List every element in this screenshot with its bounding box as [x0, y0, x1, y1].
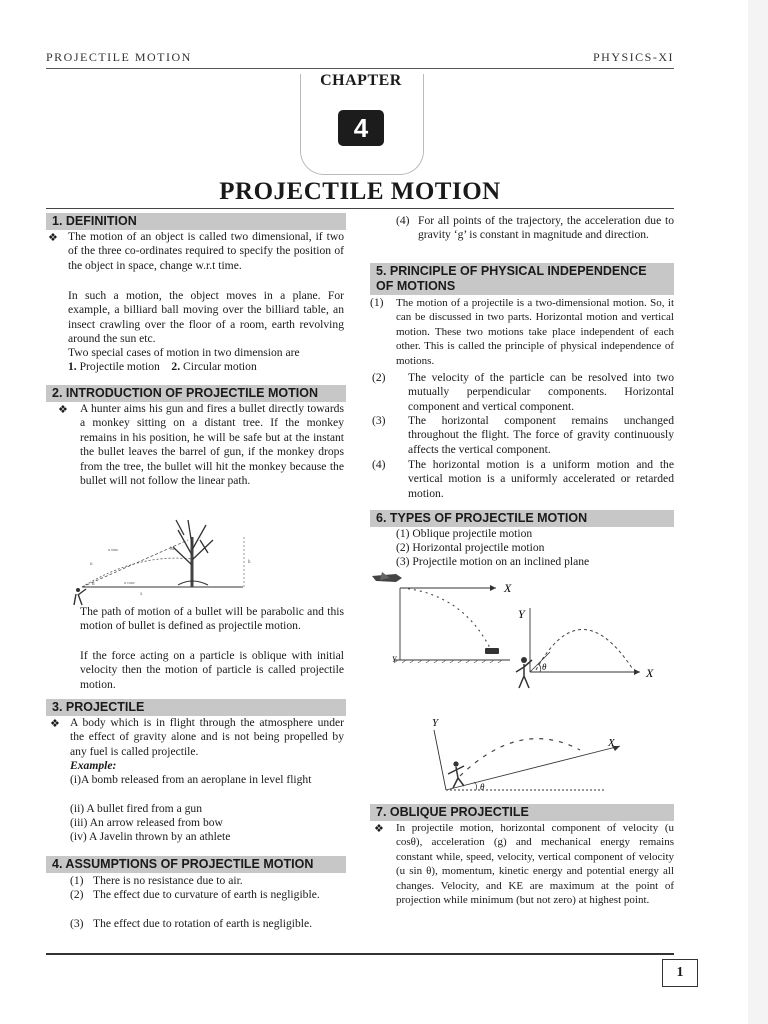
section-5-heading-line-1: 5. PRINCIPLE OF PHYSICAL INDEPENDENCE: [376, 264, 647, 278]
section-7-heading: 7. OBLIQUE PROJECTILE: [370, 804, 674, 821]
s4-item-3-num: (3): [70, 917, 84, 930]
fig-label-h: h: [248, 560, 251, 565]
fig-y-label: Y: [392, 655, 397, 664]
s3-example-label: Example:: [70, 759, 117, 772]
fig-label-usin: u sinα: [108, 547, 118, 552]
section-5-heading: [370, 263, 674, 295]
s6-type-2: (2) Horizontal projectile motion: [396, 541, 545, 554]
s5-item-4-num: (4): [372, 458, 386, 471]
inclined-plane-figure: [420, 712, 630, 796]
s4-item-2-num: (2): [70, 888, 84, 901]
oblique-projectile-figure: [510, 600, 670, 692]
s4-item-4-num: (4): [396, 214, 410, 227]
fig-theta-label: θ: [480, 782, 485, 792]
page-number: 1: [662, 959, 698, 987]
s3-example-3: (iii) An arrow released from bow: [70, 816, 223, 829]
s5-item-3: The horizontal component remains unchanged throughout the flight. The force of gravity continuously affects the vertical component.: [408, 414, 674, 456]
fig-label-m: M: [170, 547, 175, 552]
s4-item-1: There is no resistance due to air.: [93, 874, 243, 887]
fig-theta-label: θ: [542, 662, 547, 672]
s2-paragraph-3: If the force acting on a particle is oblique with initial velocity then the motion of particle is called projectile motion.: [80, 649, 344, 691]
s3-example-4: (iv) A Javelin thrown by an athlete: [70, 830, 231, 843]
monkey-hunter-figure: [68, 515, 268, 607]
fig-label-u: u: [90, 562, 93, 567]
fig-x-label: X: [608, 737, 615, 749]
header-left: PROJECTILE MOTION: [46, 50, 192, 64]
s4-item-1-num: (1): [70, 874, 84, 887]
fig-x-label: X: [504, 581, 512, 595]
s1-paragraph-2: In such a motion, the object moves in a plane. For example, a billiard ball moving over the billiard table, an insect crawling over the floor of a room, earth revolving around the sun etc.: [68, 289, 344, 346]
case-1-number: 1.: [68, 360, 77, 373]
s7-paragraph-1: In projectile motion, horizontal component of velocity (u cosθ), acceleration (g) and mechanical energy remains constant while, speed, velocity, vertical component of velocity (u sin θ), momentum, kinetic energy and potential energy all changes. Velocity, and KE are maximum at the point of projection while minimum (but not zero) at highest point.: [396, 822, 674, 907]
section-2-heading: 2. INTRODUCTION OF PROJECTILE MOTION: [46, 385, 346, 402]
case-1-text: Projectile motion: [79, 360, 160, 373]
s5-item-2: The velocity of the particle can be resolved into two mutually perpendicular components. Horizontal component and vertical component.: [408, 371, 674, 413]
case-2-number: 2.: [171, 360, 181, 373]
page-edge: [748, 0, 768, 1024]
s3-paragraph-1: A body which is in flight through the atmosphere under the effect of gravity alone and is not being propelled by any fuel is called projectile.: [70, 716, 344, 758]
s1-cases: [68, 360, 344, 374]
horizontal-projectile-figure: [368, 568, 518, 668]
running-header: [46, 50, 674, 65]
s6-type-3: (3) Projectile motion on an inclined plane: [396, 555, 590, 568]
s5-item-1-num: (1): [370, 296, 384, 309]
header-right: PHYSICS-XI: [592, 50, 674, 64]
s2-paragraph-2: The path of motion of a bullet will be parabolic and this motion of bullet is defined as projectile motion.: [80, 605, 344, 633]
s1-paragraph-3: Two special cases of motion in two dimension are: [68, 346, 300, 359]
fig-y-label: Y: [432, 717, 439, 729]
section-4-heading: 4. ASSUMPTIONS OF PROJECTILE MOTION: [46, 856, 346, 873]
fig-label-x: x: [140, 592, 143, 597]
header-rule: [46, 68, 674, 69]
section-3-heading: 3. PROJECTILE: [46, 699, 346, 716]
s5-item-1: The motion of a projectile is a two-dimensional motion. So, it can be discussed in two parts. Horizontal motion and vertical motion. These two motions take place independent of each other. This is called the principle of physical independence of motions.: [396, 297, 674, 367]
s5-item-4: The horizontal motion is a uniform motion and the vertical motion is a uniformly accelerated or retarded motion.: [408, 458, 674, 500]
case-2-text: Circular motion: [183, 360, 257, 373]
s5-item-2-num: (2): [372, 371, 386, 384]
s3-example-2: (ii) A bullet fired from a gun: [70, 802, 203, 815]
s4-item-4: For all points of the trajectory, the acceleration due to gravity ‘g’ is constant in magnitude and direction.: [418, 214, 674, 242]
s4-item-3: The effect due to rotation of earth is negligible.: [93, 917, 313, 930]
footer-rule: [46, 953, 674, 955]
section-5-heading-line-2: OF MOTIONS: [376, 279, 456, 293]
chapter-number: 4: [338, 110, 384, 146]
s6-type-1: (1) Oblique projectile motion: [396, 527, 533, 540]
fig-label-alpha: α: [92, 582, 95, 587]
bullet-icon: ❖: [374, 823, 384, 835]
fig-x-label: X: [646, 666, 654, 680]
s3-example-1: (i)A bomb released from an aeroplane in level flight: [70, 773, 312, 786]
s1-paragraph-1: The motion of an object is called two dimensional, if two of the three co-ordinates required to specify the position of the object in space, change w.r.t time.: [68, 230, 344, 272]
section-6-heading: 6. TYPES OF PROJECTILE MOTION: [370, 510, 674, 527]
fig-y-label: Y: [518, 607, 525, 621]
bullet-icon: ❖: [48, 232, 58, 244]
s5-item-3-num: (3): [372, 414, 386, 427]
s2-paragraph-1: A hunter aims his gun and fires a bullet directly towards a monkey sitting on a distant tree. If the monkey remains in his position, he will be safe but at the instant the bullet leaves the barrel of gun, if the monkey drops from the tree, the bullet will hit the monkey because the bullet will not follow the linear path.: [80, 402, 344, 488]
fig-label-ucos: u cosα: [124, 580, 135, 585]
bullet-icon: ❖: [58, 404, 68, 416]
chapter-label: CHAPTER: [320, 72, 402, 89]
title-rule: [46, 208, 674, 209]
page-title: PROJECTILE MOTION: [219, 178, 501, 205]
bullet-icon: ❖: [50, 718, 60, 730]
s4-item-2: The effect due to curvature of earth is negligible.: [93, 888, 320, 901]
section-1-heading: 1. DEFINITION: [46, 213, 346, 230]
